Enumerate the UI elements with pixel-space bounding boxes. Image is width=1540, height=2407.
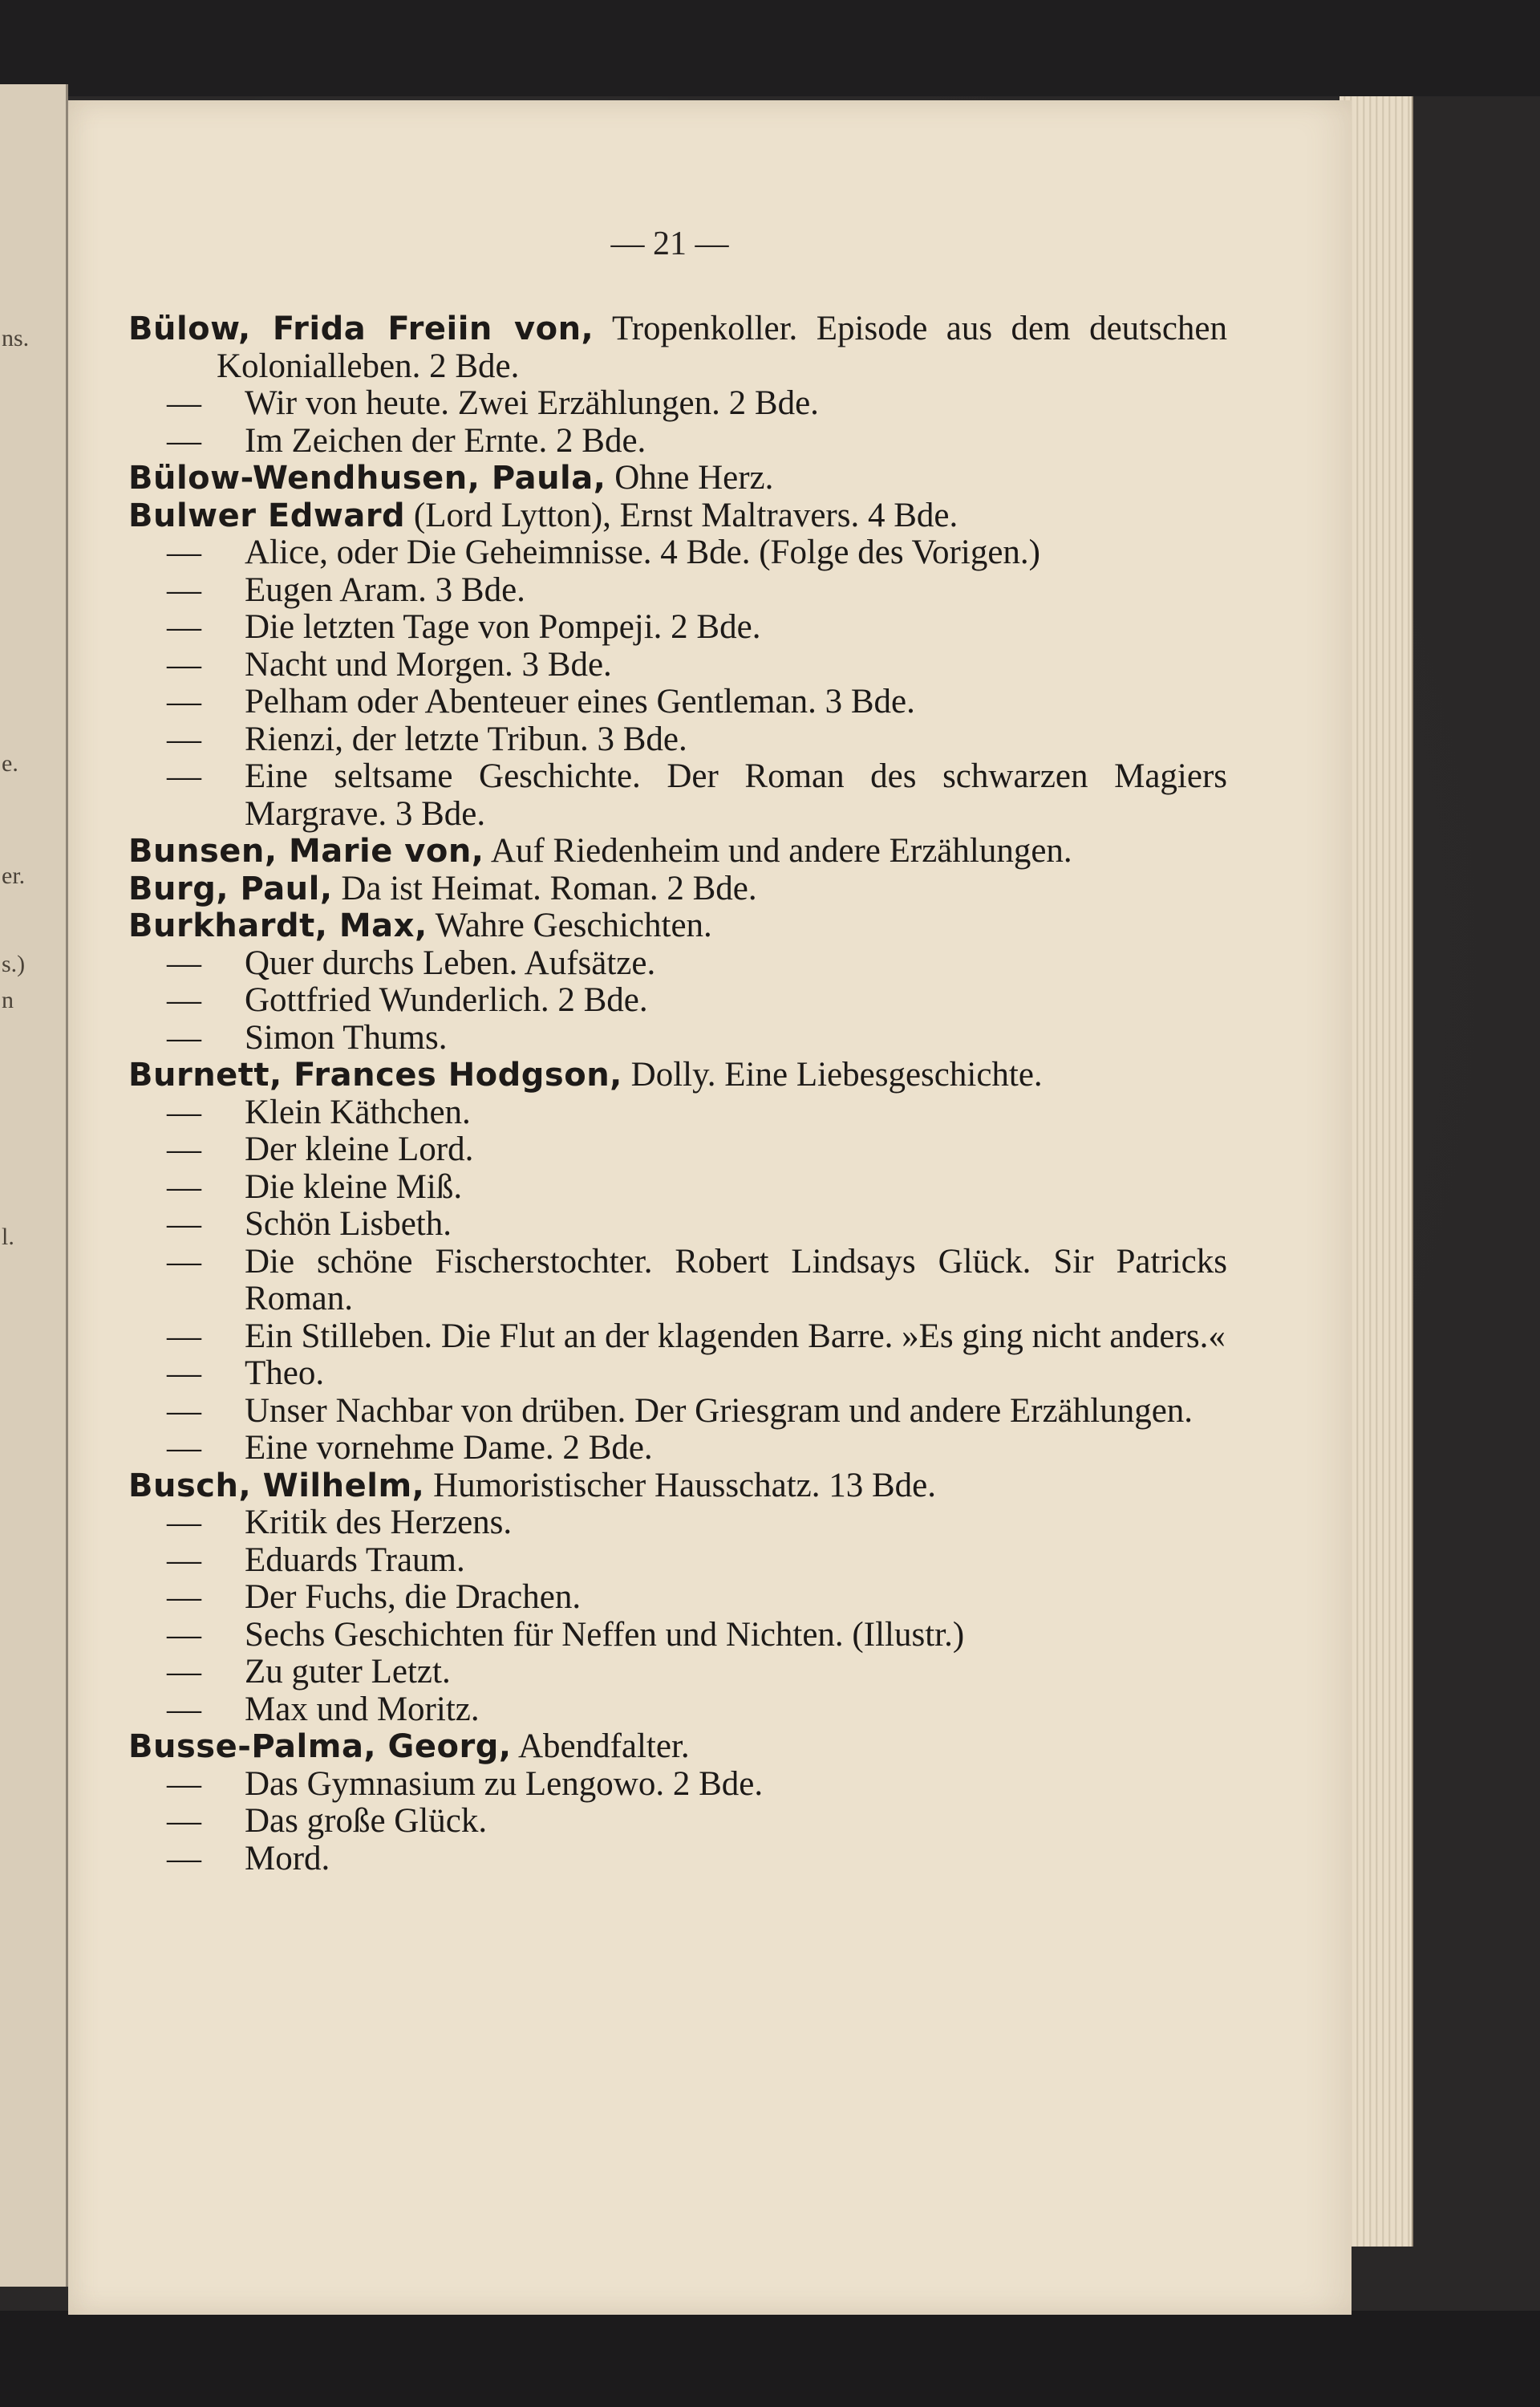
entry-title-text: Wir von heute. Zwei Erzählungen. 2 Bde. — [245, 384, 819, 422]
title-entry — [128, 609, 1227, 647]
ditto-dash: — — [167, 1130, 201, 1168]
left-page-text-fragment: e. — [2, 750, 18, 777]
title-entry — [128, 1654, 1227, 1691]
title-entry — [128, 1504, 1227, 1542]
entry-title-text: Tropenkoller. Episode aus dem deutschen Kolonialleben. 2 Bde. — [217, 310, 1227, 385]
title-entry — [128, 1318, 1227, 1356]
entry-title-text: Theo. — [245, 1354, 325, 1392]
title-entry — [128, 1617, 1227, 1654]
entry-title-text: Da ist Heimat. Roman. 2 Bde. — [341, 869, 757, 907]
ditto-dash: — — [167, 1093, 201, 1131]
cover-bottom-edge — [0, 2311, 1540, 2407]
ditto-dash: — — [167, 1690, 201, 1728]
entry-title-text: Abendfalter. — [517, 1727, 690, 1765]
ditto-dash: — — [167, 1018, 201, 1057]
title-entry — [128, 1244, 1227, 1318]
title-entry — [128, 758, 1227, 833]
entry-title-text: (Lord Lytton), Ernst Maltravers. 4 Bde. — [413, 496, 958, 534]
ditto-dash: — — [167, 1615, 201, 1654]
left-page-text-fragment: n — [2, 987, 14, 1013]
book-page — [68, 100, 1352, 2315]
ditto-dash: — — [167, 1540, 201, 1579]
author-entry — [128, 1057, 1227, 1094]
entry-title-text: Humoristischer Hausschatz. 13 Bde. — [433, 1466, 937, 1504]
entry-title-text: Kritik des Herzens. — [245, 1504, 513, 1541]
title-entry — [128, 945, 1227, 983]
entry-title-text: Sechs Geschichten für Neffen und Nichten. (Illustr.) — [245, 1615, 965, 1654]
title-entry — [128, 1542, 1227, 1580]
author-name: Busch, Wilhelm, — [128, 1467, 425, 1504]
ditto-dash: — — [167, 1205, 201, 1243]
entry-title-text: Wahre Geschichten. — [435, 907, 712, 944]
ditto-dash: — — [167, 981, 201, 1019]
author-name: Bunsen, Marie von, — [128, 833, 484, 870]
author-entry — [128, 871, 1227, 908]
ditto-dash: — — [167, 1802, 201, 1840]
title-entry — [128, 423, 1227, 461]
title-entry — [128, 721, 1227, 759]
entry-title-text: Auf Riedenheim und andere Erzählungen. — [490, 832, 1072, 870]
catalog-entries — [128, 311, 1227, 1877]
ditto-dash: — — [167, 1764, 201, 1803]
ditto-dash: — — [167, 534, 201, 571]
ditto-dash: — — [167, 1653, 201, 1691]
ditto-dash: — — [167, 944, 201, 982]
author-name: Bülow, Frida Freiin von, — [128, 311, 594, 347]
title-entry — [128, 1020, 1227, 1057]
entry-title-text: Der kleine Lord. — [245, 1130, 474, 1168]
entry-title-text: Dolly. Eine Liebesgeschichte. — [630, 1056, 1043, 1094]
left-page-edge — [0, 84, 68, 2287]
entry-title-text: Eduards Traum. — [245, 1540, 465, 1579]
author-entry — [128, 833, 1227, 871]
entry-title-text: Eine vornehme Dame. 2 Bde. — [245, 1429, 653, 1467]
left-page-text-fragment: s.) — [2, 951, 26, 977]
author-entry — [128, 1728, 1227, 1766]
entry-title-text: Klein Käthchen. — [245, 1093, 471, 1131]
author-name: Busse-Palma, Georg, — [128, 1728, 512, 1765]
author-entry — [128, 497, 1227, 535]
author-name: Burnett, Frances Hodgson, — [128, 1057, 622, 1094]
entry-title-text: Alice, oder Die Geheimnisse. 4 Bde. (Folge des Vorigen.) — [245, 534, 1040, 571]
entry-title-text: Eugen Aram. 3 Bde. — [245, 570, 525, 609]
entry-title-text: Die schöne Fischerstochter. Robert Lindsays Glück. Sir Patricks Roman. — [245, 1242, 1227, 1317]
entry-title-text: Im Zeichen der Ernte. 2 Bde. — [245, 421, 646, 460]
title-entry — [128, 1169, 1227, 1207]
title-entry — [128, 1841, 1227, 1878]
entry-title-text: Ein Stilleben. Die Flut an der klagenden Barre. »Es ging nicht anders.« — [245, 1317, 1226, 1355]
ditto-dash: — — [167, 1429, 201, 1467]
title-entry — [128, 1803, 1227, 1841]
author-entry — [128, 907, 1227, 945]
author-name: Burkhardt, Max, — [128, 907, 428, 944]
entry-title-text: Quer durchs Leben. Aufsätze. — [245, 944, 656, 982]
title-entry — [128, 385, 1227, 423]
ditto-dash: — — [167, 645, 201, 684]
entry-title-text: Die kleine Miß. — [245, 1167, 463, 1206]
ditto-dash: — — [167, 384, 201, 422]
author-entry — [128, 460, 1227, 497]
author-entry — [128, 1467, 1227, 1505]
left-page-text-fragment: ns. — [2, 325, 30, 351]
title-entry — [128, 1430, 1227, 1467]
ditto-dash: — — [167, 683, 201, 720]
title-entry — [128, 1131, 1227, 1169]
entry-title-text: Das große Glück. — [245, 1802, 488, 1840]
entry-title-text: Unser Nachbar von drüben. Der Griesgram und andere Erzählungen. — [245, 1391, 1194, 1430]
entry-title-text: Simon Thums. — [245, 1018, 448, 1057]
title-entry — [128, 1691, 1227, 1729]
author-name: Burg, Paul, — [128, 870, 333, 907]
entry-title-text: Max und Moritz. — [245, 1690, 480, 1728]
title-entry — [128, 1206, 1227, 1244]
entry-title-text: Gottfried Wunderlich. 2 Bde. — [245, 981, 648, 1019]
left-page-text-fragment: l. — [2, 1224, 14, 1250]
ditto-dash: — — [167, 1504, 201, 1541]
entry-title-text: Pelham oder Abenteuer eines Gentleman. 3 Bde. — [245, 683, 915, 720]
ditto-dash: — — [167, 1578, 201, 1616]
ditto-dash: — — [167, 1242, 201, 1281]
entry-title-text: Der Fuchs, die Drachen. — [245, 1578, 582, 1616]
title-entry — [128, 1094, 1227, 1132]
title-entry — [128, 1355, 1227, 1393]
title-entry — [128, 534, 1227, 572]
ditto-dash: — — [167, 1167, 201, 1206]
entry-title-text: Eine seltsame Geschichte. Der Roman des schwarzen Magiers Margrave. 3 Bde. — [245, 757, 1227, 833]
ditto-dash: — — [167, 1317, 201, 1355]
ditto-dash: — — [167, 757, 201, 795]
title-entry — [128, 982, 1227, 1020]
author-entry — [128, 311, 1227, 385]
author-name: Bülow-Wendhusen, Paula, — [128, 460, 606, 497]
entry-title-text: Die letzten Tage von Pompeji. 2 Bde. — [245, 608, 761, 646]
title-entry — [128, 684, 1227, 721]
entry-title-text: Mord. — [245, 1839, 330, 1877]
entry-title-text: Rienzi, der letzte Tribun. 3 Bde. — [245, 720, 687, 758]
title-entry — [128, 1766, 1227, 1804]
ditto-dash: — — [167, 421, 201, 460]
author-name: Bulwer Edward — [128, 497, 406, 534]
entry-title-text: Das Gymnasium zu Lengowo. 2 Bde. — [245, 1764, 764, 1803]
ditto-dash: — — [167, 1391, 201, 1430]
entry-title-text: Schön Lisbeth. — [245, 1205, 452, 1243]
entry-title-text: Ohne Herz. — [614, 459, 774, 497]
ditto-dash: — — [167, 1354, 201, 1392]
left-page-text-fragment: er. — [2, 863, 26, 889]
page-number: — 21 — — [610, 225, 729, 262]
ditto-dash: — — [167, 570, 201, 609]
title-entry — [128, 572, 1227, 610]
entry-title-text: Nacht und Morgen. 3 Bde. — [245, 645, 612, 684]
entry-title-text: Zu guter Letzt. — [245, 1653, 451, 1691]
ditto-dash: — — [167, 720, 201, 758]
title-entry — [128, 1579, 1227, 1617]
title-entry — [128, 1393, 1227, 1431]
ditto-dash: — — [167, 608, 201, 646]
cover-top-edge — [0, 0, 1540, 96]
ditto-dash: — — [167, 1839, 201, 1877]
title-entry — [128, 647, 1227, 684]
